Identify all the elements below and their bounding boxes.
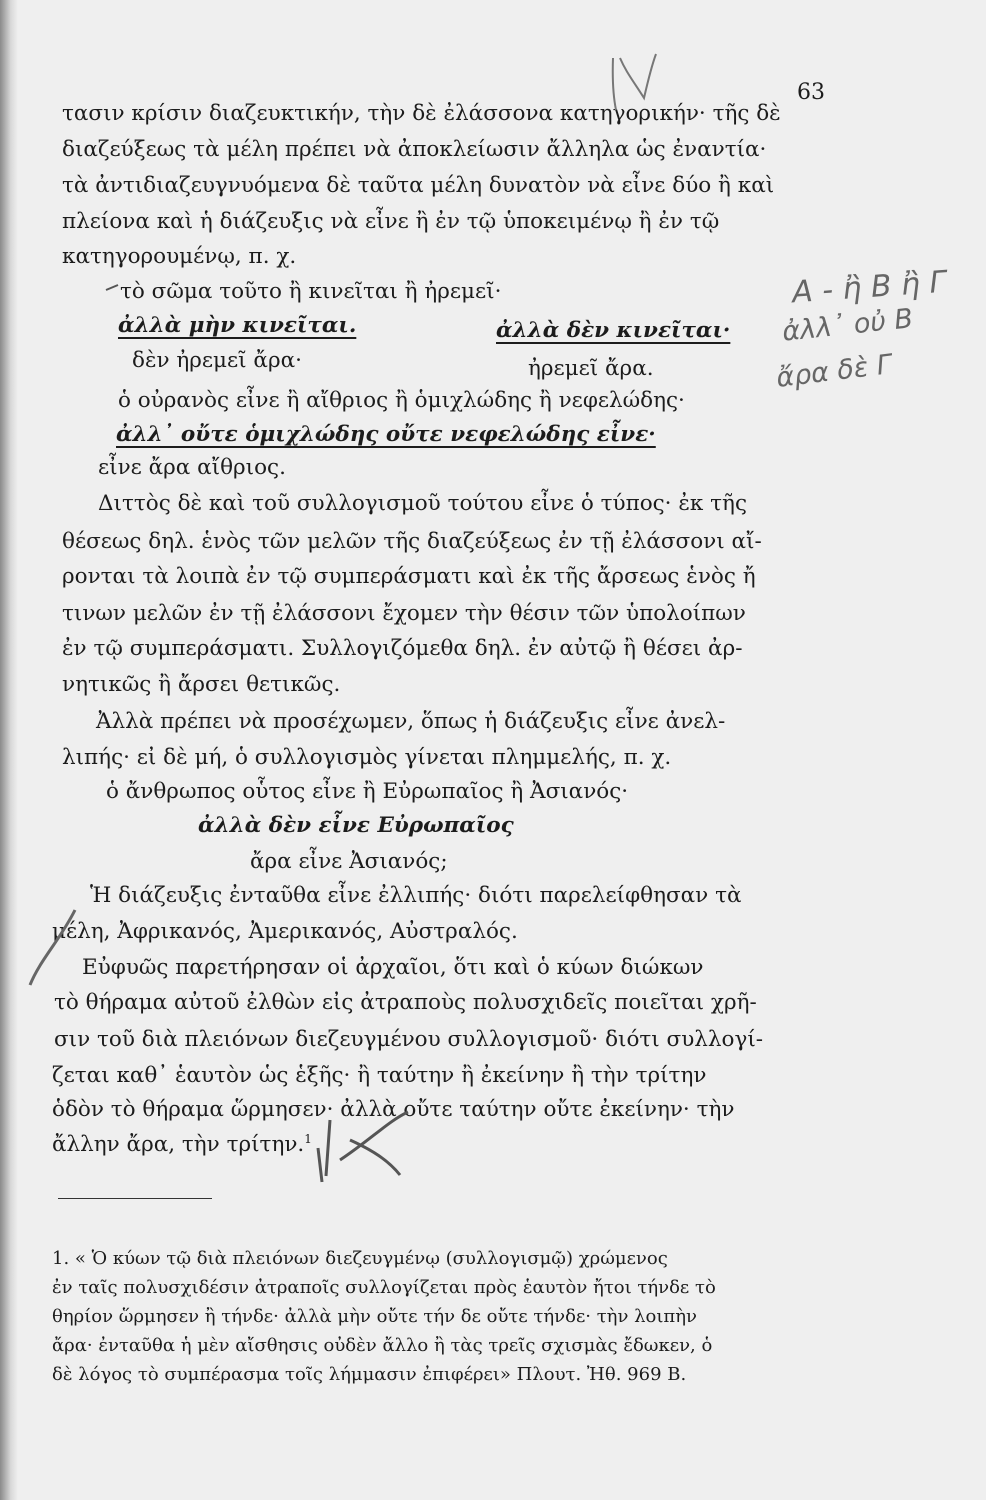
footnote-marker: 1	[304, 1132, 312, 1146]
page-number: 63	[797, 80, 825, 105]
line-text: τὸ θήραμα αὐτοῦ ἐλθὼν εἰς ἀτραποὺς πολυσχιδεῖς ποιεῖται χρῆ-	[54, 990, 757, 1015]
line-text: ἄρα εἶνε Ἀσιανός;	[250, 849, 448, 874]
line-text: ἐν ταῖς πολυσχιδέσιν ἀτραποῖς συλλογίζεται πρὸς ἑαυτὸν ἤτοι τήνδε τὸ	[52, 1277, 716, 1298]
line-text: πλείονα καὶ ἡ διάζευξις νὰ εἶνε ἢ ἐν τῷ ὑποκειμένῳ ἢ ἐν τῷ	[62, 209, 720, 234]
line-text: λιπής· εἰ δὲ μή, ὁ συλλογισμὸς γίνεται πλημμελής, π. χ.	[62, 745, 672, 770]
line-text: δὲ λόγος τὸ συμπέρασμα τοῖς λήμμασιν ἐπιφέρει» Πλουτ. Ἠθ. 969 Β.	[52, 1364, 687, 1385]
line-text: νητικῶς ἢ ἄρσει θετικῶς.	[62, 672, 341, 697]
line-text: Ἡ διάζευξις ἐνταῦθα εἶνε ἐλλιπής· διότι παρελείφθησαν τὰ	[90, 883, 742, 908]
line-text: μέλη, Ἀφρικανός, Ἀμερικανός, Αὐστραλός.	[52, 919, 518, 944]
line-text: ἄρα· ἐνταῦθα ἡ μὲν αἴσθησις οὐδὲν ἄλλο ἢ τὰς τρεῖς σχισμὰς ἔδωκεν, ὁ	[52, 1335, 713, 1356]
line-text: ἀλλ᾽ οὐ Β	[780, 303, 915, 348]
line-text: Εὐφυῶς παρετήρησαν οἱ ἀρχαῖοι, ὅτι καὶ ὁ κύων διώκων	[82, 955, 704, 980]
pencil-scribble	[613, 54, 656, 110]
line-text: δὲν ἠρεμεῖ ἄρα·	[132, 348, 302, 373]
line-text: ἄρα δὲ Γ	[774, 349, 894, 394]
line-text: διαζεύξεως τὰ μέλη πρέπει νὰ ἀποκλείωσιν ἄλληλα ὡς ἐναντία·	[62, 137, 767, 162]
line-text: θέσεως δηλ. ἑνὸς τῶν μελῶν τῆς διαζεύξεως ἐν τῇ ἐλάσσονι αἴ-	[62, 529, 762, 554]
line-text: Ἀλλὰ πρέπει νὰ προσέχωμεν, ὅπως ἡ διάζευξις εἶνε ἀνελ-	[96, 709, 726, 734]
line-text: κατηγορουμένῳ, π. χ.	[62, 244, 297, 269]
line-text: ἀλλ᾽ οὔτε ὁμιχλώδης οὔτε νεφελώδης εἶνε·	[116, 422, 656, 447]
line-text: σιν τοῦ διὰ πλειόνων διεζευγμένου συλλογισμοῦ· διότι συλλογί-	[54, 1027, 764, 1052]
line-text: Διττὸς δὲ καὶ τοῦ συλλογισμοῦ τούτου εἶνε ὁ τύπος· ἐκ τῆς	[98, 491, 747, 516]
pencil-stroke	[30, 910, 75, 985]
line-text: ἀλλὰ δὲν εἶνε Εὐρωπαῖος	[198, 813, 514, 838]
line-text: ζεται καθ᾽ ἑαυτὸν ὡς ἑξῆς· ἢ ταύτην ἢ ἐκείνην ἢ τὴν τρίτην	[52, 1063, 707, 1088]
line-text: τὰ ἀντιδιαζευγνυόμενα δὲ ταῦτα μέλη δυνατὸν νὰ εἶνε δύο ἢ καὶ	[62, 173, 775, 198]
pencil-tick	[106, 285, 118, 290]
line-text: Α - ἢ Β ἢ Γ	[790, 264, 948, 311]
line-text: ἐν τῷ συμπεράσματι. Συλλογιζόμεθα δηλ. ἐν αὐτῷ ἢ θέσει ἀρ-	[62, 636, 743, 661]
line-text: τὸ σῶμα τοῦτο ἢ κινεῖται ἢ ἠρεμεῖ·	[120, 279, 502, 304]
line-text: τασιν κρίσιν διαζευκτικήν, τὴν δὲ ἐλάσσονα κατηγορικήν· τῆς δὲ	[62, 101, 781, 126]
line-text: τινων μελῶν ἐν τῇ ἐλάσσονι ἔχομεν τὴν θέσιν τῶν ὑπολοίπων	[62, 601, 746, 626]
line-text: ρονται τὰ λοιπὰ ἐν τῷ συμπεράσματι καὶ ἐκ τῆς ἄρσεως ἑνὸς ἤ	[62, 564, 756, 589]
line-text: εἶνε ἄρα αἴθριος.	[98, 455, 286, 480]
line-text: ἠρεμεῖ ἄρα.	[528, 356, 654, 381]
line-text: ὁ οὐρανὸς εἶνε ἢ αἴθριος ἢ ὁμιχλώδης ἢ νεφελώδης·	[118, 388, 685, 413]
line-text: 1. « Ὁ κύων τῷ διὰ πλειόνων διεζευγμένῳ (συλλογισμῷ) χρώμενος	[52, 1248, 668, 1269]
line-text: ἀλλὰ μὴν κινεῖται.	[118, 313, 357, 338]
line-text: θηρίον ὥρμησεν ἢ τήνδε· ἀλλὰ μὴν οὔτε τήν δε οὔτε τήνδε· τὴν λοιπὴν	[52, 1306, 697, 1327]
line-text: ἄλλην ἄρα, τὴν τρίτην.	[52, 1132, 305, 1158]
line-text: ὁ ἄνθρωπος οὗτος εἶνε ἢ Εὐρωπαῖος ἢ Ἀσιανός·	[106, 779, 629, 804]
line-text: ὁδὸν τὸ θήραμα ὥρμησεν· ἀλλὰ οὔτε ταύτην οὔτε ἐκείνην· τὴν	[52, 1097, 735, 1122]
pencil-cross-mark	[318, 1112, 408, 1182]
line-text: ἀλλὰ δὲν κινεῖται·	[496, 318, 731, 343]
